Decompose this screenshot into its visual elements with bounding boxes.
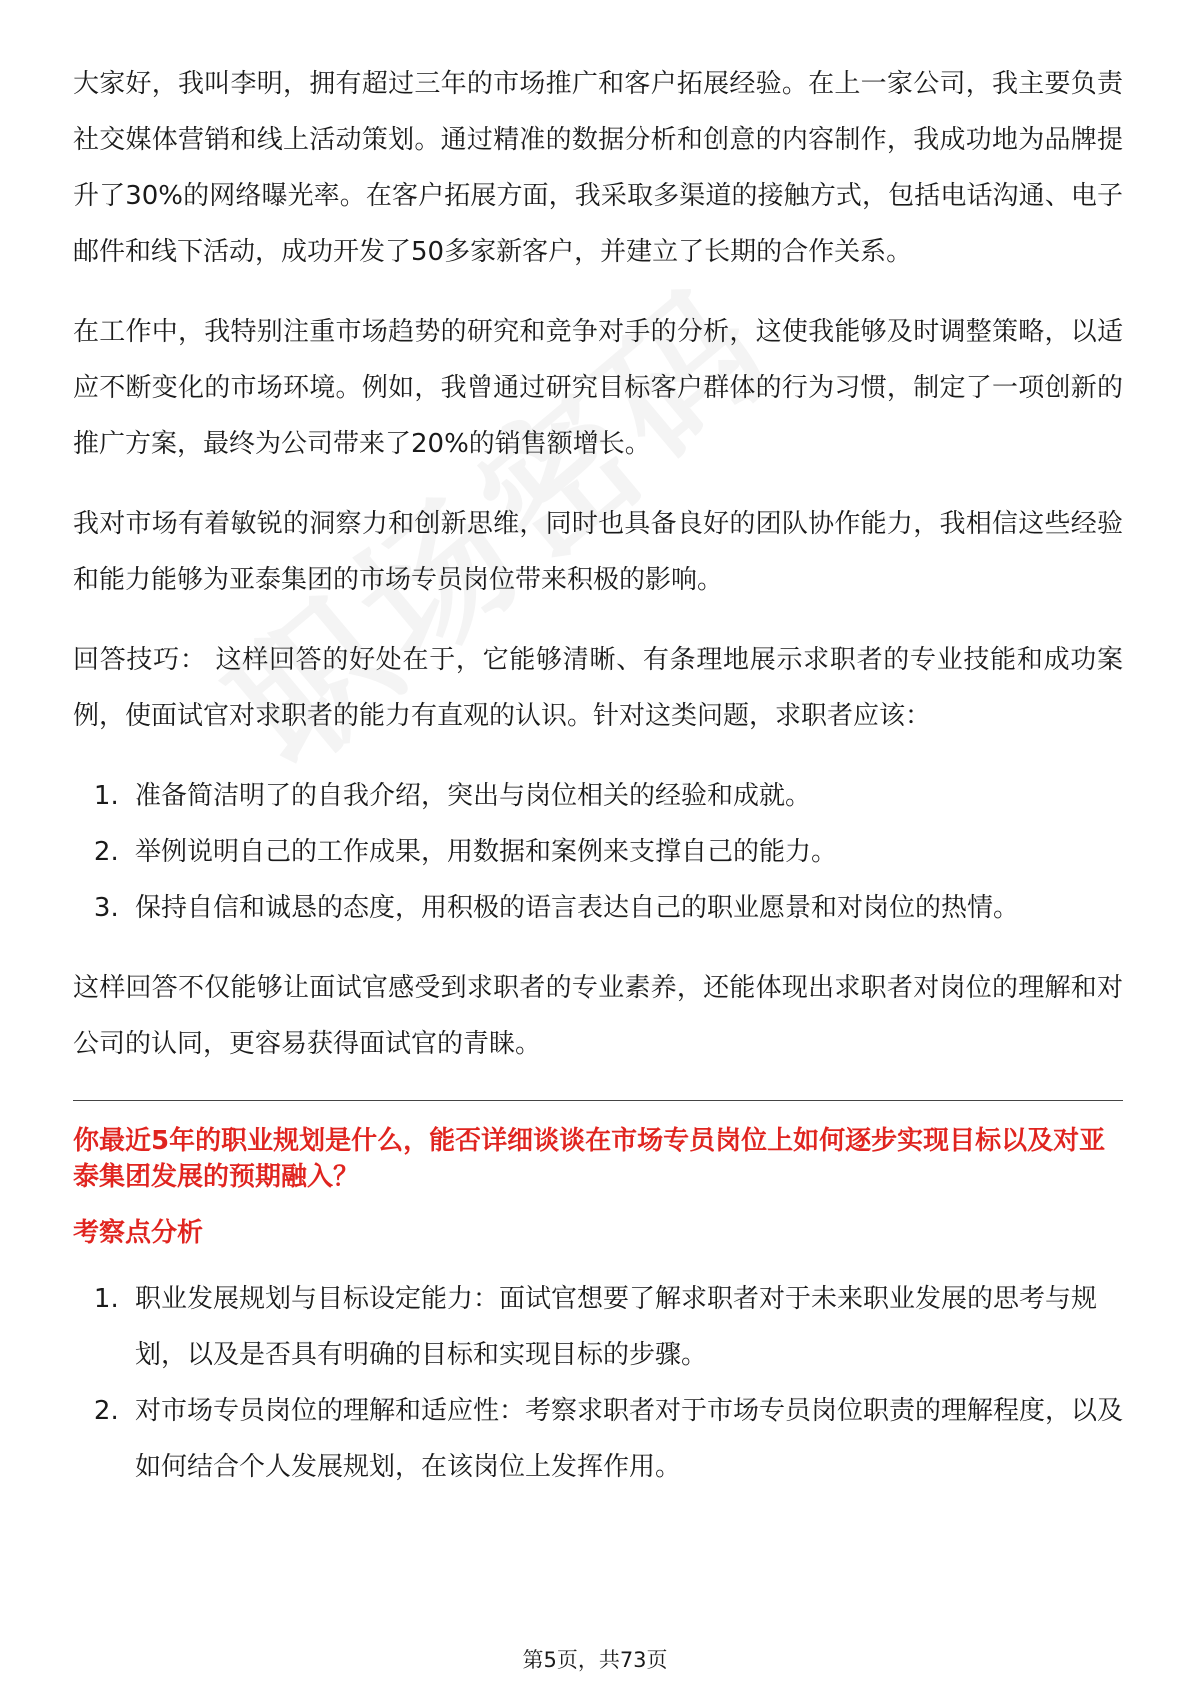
answer-paragraph-2: 在工作中，我特别注重市场趋势的研究和竞争对手的分析，这使我能够及时调整策略，以适应不断变化的市场环境。例如，我曾通过研究目标客户群体的行为习惯，制定了一项创新的推广方案，最终为公司带来了20%的销售额增长。 — [73, 317, 1123, 459]
answer-paragraph-3: 我对市场有着敏锐的洞察力和创新思维，同时也具备良好的团队协作能力，我相信这些经验和能力能够为亚泰集团的市场专员岗位带来积极的影响。 — [73, 509, 1123, 595]
answer-paragraph-1: 大家好，我叫李明，拥有超过三年的市场推广和客户拓展经验。在上一家公司，我主要负责社交媒体营销和线上活动策划。通过精准的数据分析和创意的内容制作，我成功地为品牌提升了30%的网络曝光率。在客户拓展方面，我采取多渠道的接触方式，包括电话沟通、电子邮件和线下活动，成功开发了50多家新客户，并建立了长期的合作关系。 — [73, 69, 1123, 267]
closing-paragraph: 这样回答不仅能够让面试官感受到求职者的专业素养，还能体现出求职者对岗位的理解和对公司的认同，更容易获得面试官的青睐。 — [73, 973, 1123, 1059]
list-item: 2. 对市场专员岗位的理解和适应性：考察求职者对于市场专员岗位职责的理解程度，以及如何结合个人发展规划，在该岗位上发挥作用。 — [127, 1383, 1123, 1495]
interview-question: 你最近5年的职业规划是什么，能否详细谈谈在市场专员岗位上如何逐步实现目标以及对亚泰集团发展的预期融入？ — [73, 1126, 1106, 1192]
tips-list — [73, 768, 1123, 936]
analysis-heading: 考察点分析 — [73, 1218, 204, 1248]
document-body — [73, 56, 1123, 1495]
page-number: 第5页，共73页 — [522, 1648, 668, 1672]
list-item: 3. 保持自信和诚恳的态度，用积极的语言表达自己的职业愿景和对岗位的热情。 — [127, 880, 1123, 936]
list-item: 1. 准备简洁明了的自我介绍，突出与岗位相关的经验和成就。 — [127, 768, 1123, 824]
list-item: 1. 职业发展规划与目标设定能力：面试官想要了解求职者对于未来职业发展的思考与规划，以及是否具有明确的目标和实现目标的步骤。 — [127, 1271, 1123, 1383]
list-item: 2. 举例说明自己的工作成果，用数据和案例来支撑自己的能力。 — [127, 824, 1123, 880]
section-divider — [73, 1100, 1123, 1101]
analysis-list — [73, 1271, 1123, 1495]
answer-tips-intro: 回答技巧： 这样回答的好处在于，它能够清晰、有条理地展示求职者的专业技能和成功案例，使面试官对求职者的能力有直观的认识。针对这类问题，求职者应该： — [73, 645, 1123, 731]
